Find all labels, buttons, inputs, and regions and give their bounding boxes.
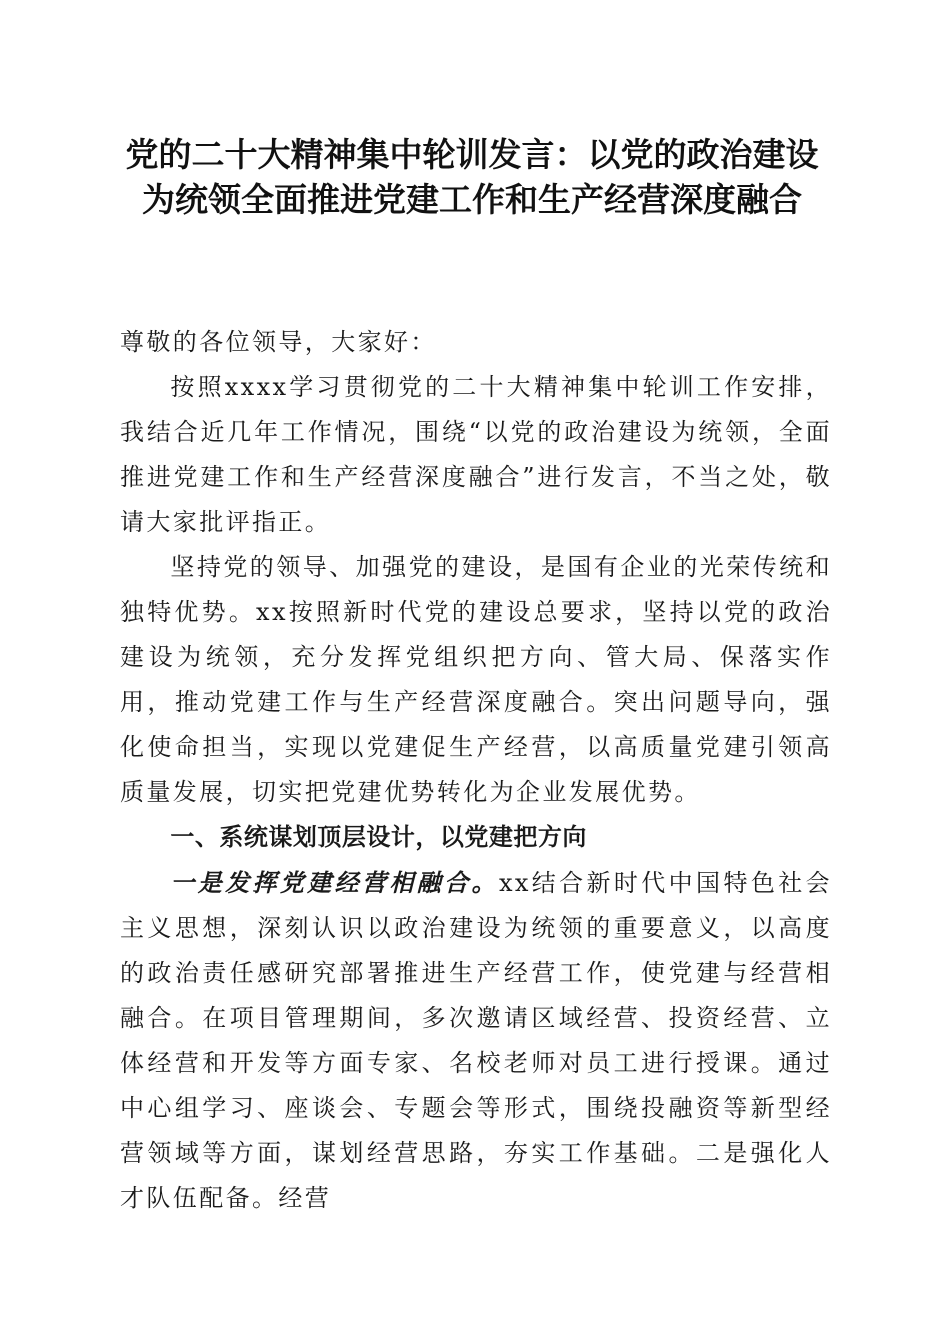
document-body bbox=[120, 320, 832, 1221]
paragraph-text: xx结合新时代中国特色社会主义思想，深刻认识以政治建设为统领的重要意义，以高度的政治责任感研究部署推进生产经营工作，使党建与经营相融合。在项目管理期间，多次邀请区域经营、投资经营、立体经营和开发等方面专家、名校老师对员工进行授课。通过中心组学习、座谈会、专题会等形式，围绕投融资等新型经营领域等方面，谋划经营思路，夯实工作基础。二是强化人才队伍配备。经营 bbox=[120, 869, 832, 1212]
document-title: 党的二十大精神集中轮训发言：以党的政治建设为统领全面推进党建工作和生产经营深度融合 bbox=[125, 135, 819, 219]
paragraph-lead: 一是发挥党建经营相融合。 bbox=[170, 868, 499, 897]
section-heading-1: 一、系统谋划顶层设计，以党建把方向 bbox=[170, 823, 587, 851]
greeting: 尊敬的各位领导，大家好： bbox=[120, 328, 437, 356]
paragraph-background: 坚持党的领导、加强党的建设，是国有企业的光荣传统和独特优势。xx按照新时代党的建设总要求，坚持以党的政治建设为统领，充分发挥党组织把方向、管大局、保落实作用，推动党建工作与生产经营深度融合。突出问题导向，强化使命担当，实现以党建促生产经营，以高质量党建引领高质量发展，切实把党建优势转化为企业发展优势。 bbox=[120, 553, 832, 806]
paragraph-intro: 按照xxxx学习贯彻党的二十大精神集中轮训工作安排，我结合近几年工作情况，围绕“以党的政治建设为统领，全面推进党建工作和生产经营深度融合”进行发言，不当之处，敬请大家批评指正。 bbox=[120, 373, 832, 536]
paragraph-section-1 bbox=[120, 860, 832, 1221]
